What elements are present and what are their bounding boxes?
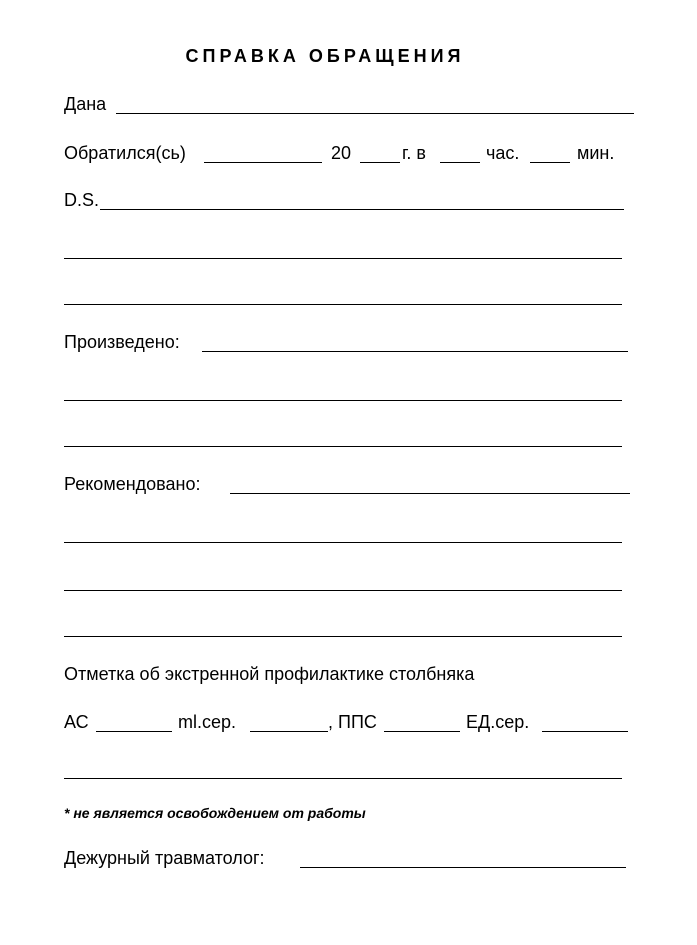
- visit-date-field[interactable]: [204, 162, 322, 163]
- recommended-label: Рекомендовано:: [64, 474, 201, 494]
- disclaimer-note: * не является освобождением от работы: [64, 805, 366, 821]
- issued-row: [64, 94, 634, 118]
- visit-label: Обратился(сь): [64, 143, 186, 163]
- issued-label: Дана: [64, 94, 107, 114]
- diagnosis-field[interactable]: [100, 209, 624, 210]
- recommended-line-2[interactable]: [64, 542, 622, 543]
- year-prefix: 20: [331, 143, 352, 163]
- recommended-row: [64, 474, 630, 498]
- ml-series-label: ml.сер.: [178, 712, 237, 732]
- tetanus-details-row: [64, 712, 628, 736]
- doctor-row: [64, 848, 626, 872]
- diagnosis-line-2[interactable]: [64, 258, 622, 259]
- year-field[interactable]: [360, 162, 400, 163]
- document-title: СПРАВКА ОБРАЩЕНИЯ: [185, 46, 465, 66]
- performed-label: Произведено:: [64, 332, 180, 352]
- hours-field[interactable]: [440, 162, 480, 163]
- year-suffix: г. в: [402, 143, 426, 163]
- diagnosis-line-3[interactable]: [64, 304, 622, 305]
- ml-series-field[interactable]: [250, 731, 328, 732]
- units-series-field[interactable]: [542, 731, 628, 732]
- visit-row: [64, 143, 634, 167]
- performed-row: [64, 332, 628, 356]
- issued-field[interactable]: [116, 113, 634, 114]
- hours-label: час.: [486, 143, 520, 163]
- doctor-label: Дежурный травматолог:: [64, 848, 265, 868]
- doctor-signature-field[interactable]: [300, 867, 626, 868]
- ac-label: АС: [64, 712, 89, 732]
- tetanus-row: [64, 664, 634, 688]
- diagnosis-label: D.S.: [64, 190, 100, 210]
- minutes-label: мин.: [577, 143, 615, 163]
- units-series-label: ЕД.сер.: [466, 712, 530, 732]
- performed-line-2[interactable]: [64, 400, 622, 401]
- ac-field[interactable]: [96, 731, 172, 732]
- recommended-line-3[interactable]: [64, 590, 622, 591]
- tetanus-line-2[interactable]: [64, 778, 622, 779]
- pps-field[interactable]: [384, 731, 460, 732]
- diagnosis-row: [64, 190, 624, 214]
- tetanus-label: Отметка об экстренной профилактике столбняка: [64, 664, 475, 684]
- recommended-field[interactable]: [230, 493, 630, 494]
- minutes-field[interactable]: [530, 162, 570, 163]
- performed-field[interactable]: [202, 351, 628, 352]
- recommended-line-4[interactable]: [64, 636, 622, 637]
- performed-line-3[interactable]: [64, 446, 622, 447]
- pps-label: , ППС: [328, 712, 377, 732]
